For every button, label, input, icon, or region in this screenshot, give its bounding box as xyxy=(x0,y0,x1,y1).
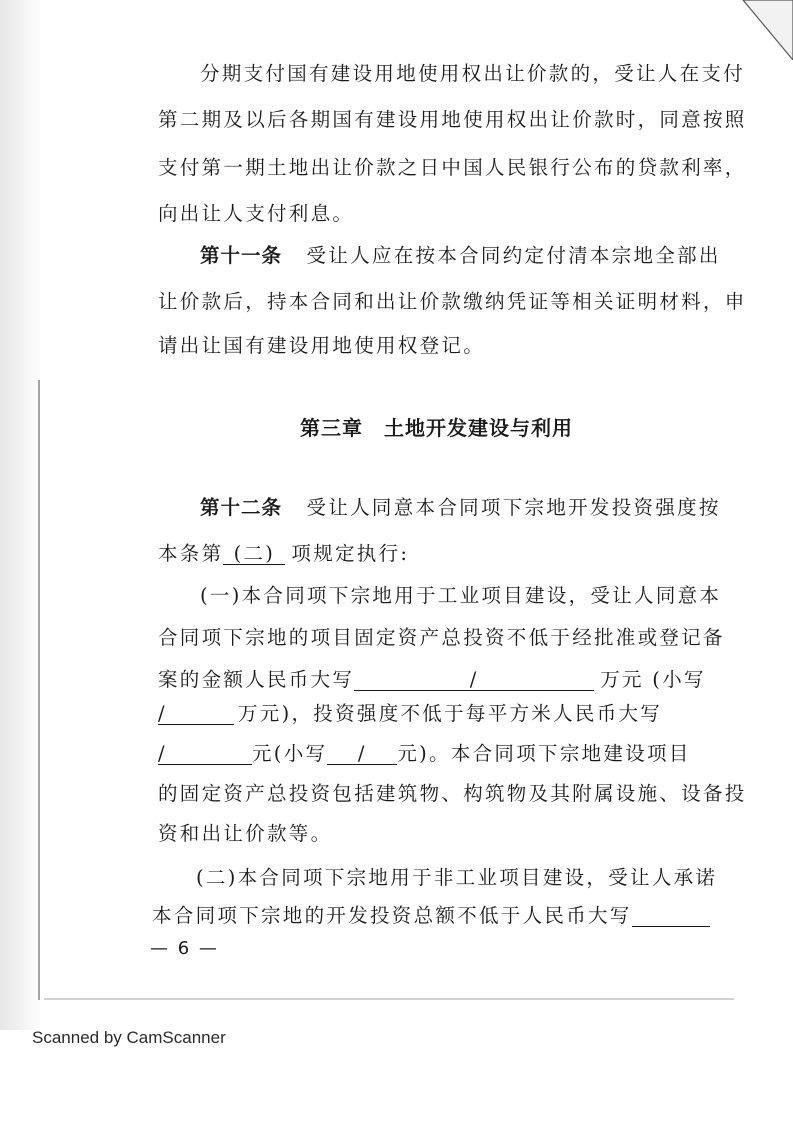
scan-left-edge xyxy=(0,0,44,1030)
binding-shadow xyxy=(38,380,40,1000)
article-11-text: 受让人应在按本合同约定付清本宗地全部出 xyxy=(306,244,721,267)
body-line-4: 向出让人支付利息。 xyxy=(158,202,355,225)
article-11-line-3: 请出让国有建设用地使用权登记。 xyxy=(158,334,486,357)
item-1-line-7: 资和出让价款等。 xyxy=(158,822,333,845)
article-12-label: 第十二条 xyxy=(200,496,283,519)
article-12-suffix: 项规定执行: xyxy=(291,542,410,565)
body-line-1: 分期支付国有建设用地使用权出让价款的，受让人在支付 xyxy=(200,62,746,85)
item-1-line-3-prefix: 案的金额人民币大写 xyxy=(158,668,355,691)
article-12-line-1 xyxy=(200,492,721,520)
chapter-title: 第三章 土地开发建设与利用 xyxy=(300,416,573,440)
item-1-line-3-suffix: 万元 (小写 xyxy=(600,668,706,691)
page-fold-corner xyxy=(673,0,793,60)
item-choice-blank: (二) xyxy=(223,544,285,565)
item-1-line-3 xyxy=(158,664,706,692)
article-11-label: 第十一条 xyxy=(200,244,283,267)
article-11-line-1 xyxy=(200,240,721,268)
item-2-line-2-text: 本合同项下宗地的开发投资总额不低于人民币大写 xyxy=(152,904,632,927)
item-1-line-5-suffix: 元)。本合同项下宗地建设项目 xyxy=(397,742,691,765)
item-1-line-4 xyxy=(158,698,662,726)
item-1-line-4-suffix: 万元)，投资强度不低于每平方米人民币大写 xyxy=(238,702,663,725)
item-1-line-6: 的固定资产总投资包括建筑物、构筑物及其附属设施、设备投 xyxy=(158,782,747,805)
intensity-words-blank: / xyxy=(158,744,252,765)
amount-words-blank: / xyxy=(354,670,594,691)
item-2-line-1: (二)本合同项下宗地用于非工业项目建设，受让人承诺 xyxy=(196,866,718,889)
item-1-line-2: 合同项下宗地的项目固定资产总投资不低于经批准或登记备 xyxy=(158,626,725,649)
body-line-2: 第二期及以后各期国有建设用地使用权出让价款时，同意按照 xyxy=(158,108,747,131)
body-line-3: 支付第一期土地出让价款之日中国人民银行公布的贷款利率， xyxy=(158,156,747,179)
intensity-figures-blank: / xyxy=(327,744,397,765)
item-2-line-2 xyxy=(152,900,710,928)
article-12-text: 受让人同意本合同项下宗地开发投资强度按 xyxy=(306,496,721,519)
scanner-watermark: Scanned by CamScanner xyxy=(32,1028,226,1047)
article-12-line-2 xyxy=(158,538,409,566)
article-12-prefix: 本条第 xyxy=(158,542,224,565)
article-11-line-2: 让价款后，持本合同和出让价款缴纳凭证等相关证明材料，申 xyxy=(158,290,747,313)
amount-figures-blank: / xyxy=(158,704,234,725)
item-1-line-5 xyxy=(158,738,691,766)
investment-total-blank xyxy=(632,906,710,927)
item-1-line-1: (一)本合同项下宗地用于工业项目建设，受让人同意本 xyxy=(200,584,722,607)
page-number: — 6 — xyxy=(150,938,219,959)
item-1-line-5-mid: 元(小写 xyxy=(252,742,328,765)
paper-bottom-edge xyxy=(44,998,734,1000)
